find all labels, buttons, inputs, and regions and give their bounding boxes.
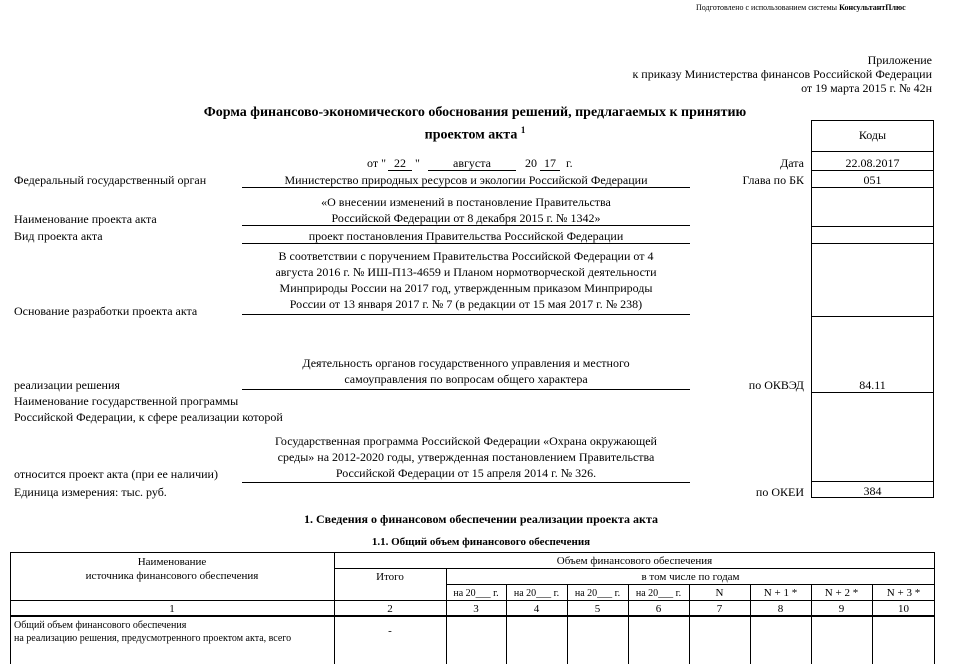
col-num-9: 9 xyxy=(838,603,845,615)
appendix-line-1: Приложение xyxy=(867,53,932,67)
okei-label: по ОКЕИ xyxy=(755,485,804,499)
year-col-4: на 20___ г. xyxy=(635,588,682,599)
act-type-label: Вид проекта акта xyxy=(14,229,103,243)
col-volume: Объем финансового обеспечения xyxy=(556,555,713,567)
date-label: Дата xyxy=(780,156,804,170)
date-month: августа xyxy=(428,156,516,171)
date-century: 20 xyxy=(525,156,537,170)
activity-line-1: Деятельность органов государственного управления и местного xyxy=(302,356,630,370)
year-col-n2: N + 2 * xyxy=(824,587,859,599)
prepared-brand: КонсультантПлюс xyxy=(839,3,906,12)
bk-label: Глава по БК xyxy=(742,173,804,187)
col-source-line-2: источника финансового обеспечения xyxy=(85,570,259,582)
date-day: 22 xyxy=(388,156,412,171)
okei-code: 384 xyxy=(863,484,882,498)
year-col-n1: N + 1 * xyxy=(763,587,798,599)
basis-line-3: Минприроды России на 2017 год, утвержденным приказом Минприроды xyxy=(279,281,653,295)
form-title-line-2 xyxy=(170,125,780,144)
appendix-line-3: от 19 марта 2015 г. № 42н xyxy=(801,81,932,95)
date-mid: " xyxy=(415,156,420,170)
year-col-3: на 20___ г. xyxy=(574,588,621,599)
federal-organ-label: Федеральный государственный орган xyxy=(14,173,207,187)
program-line-3: Российской Федерации от 15 апреля 2014 г. № 326. xyxy=(242,466,690,483)
col-num-1: 1 xyxy=(169,603,175,615)
bk-code: 051 xyxy=(863,173,882,187)
basis-label: Основание разработки проекта акта xyxy=(14,304,198,318)
codes-header: Коды xyxy=(858,128,887,142)
form-title-line-1: Форма финансово-экономического обоснования решений, предлагаемых к принятию xyxy=(203,105,747,120)
activity-label: реализации решения xyxy=(14,378,120,392)
col-source-line-1: Наименование xyxy=(137,556,207,568)
act-type-value: проект постановления Правительства Российской Федерации xyxy=(242,229,690,244)
col-num-4: 4 xyxy=(533,603,540,615)
year-col-1: на 20___ г. xyxy=(453,588,499,599)
col-num-2: 2 xyxy=(387,603,393,615)
basis-line-1: В соответствии с поручением Правительства Российской Федерации от 4 xyxy=(278,249,654,263)
okved-label: по ОКВЭД xyxy=(748,378,804,392)
year-col-2: на 20___ г. xyxy=(513,588,560,599)
col-num-3: 3 xyxy=(473,603,479,615)
section-1-subtitle: 1.1. Общий объем финансового обеспечения xyxy=(371,536,591,548)
date-code: 22.08.2017 xyxy=(845,156,900,170)
footnote-marker: 1 xyxy=(520,125,526,135)
act-name-line-2: Российской Федерации от 8 декабря 2015 г. № 1342» xyxy=(242,211,690,226)
act-name-label: Наименование проекта акта xyxy=(14,212,157,226)
appendix-line-2: к приказу Министерства финансов Российской Федерации xyxy=(632,67,932,81)
form-title-text: проектом акта xyxy=(424,127,518,143)
program-line-1: Государственная программа Российской Федерации «Охрана окружающей xyxy=(275,434,657,448)
okved-code: 84.11 xyxy=(859,378,886,392)
year-col-n: N xyxy=(715,587,724,599)
program-line-2: среды» на 2012-2020 годы, утвержденная постановлением Правительства xyxy=(277,450,655,464)
date-prefix: от " xyxy=(367,156,386,170)
program-label-line-2: Российской Федерации, к сфере реализации которой xyxy=(14,410,283,424)
col-total: Итого xyxy=(376,571,404,583)
prepared-note xyxy=(696,3,906,12)
col-num-6: 6 xyxy=(655,603,662,615)
col-num-10: 10 xyxy=(898,603,909,615)
activity-line-2: самоуправления по вопросам общего характера xyxy=(242,372,690,390)
program-label-line-3: относится проект акта (при ее наличии) xyxy=(14,467,218,481)
row-1-total: - xyxy=(388,625,392,637)
unit-label: Единица измерения: тыс. руб. xyxy=(14,485,167,499)
row-1-label-line-2: на реализацию решения, предусмотренного проектом акта, всего xyxy=(14,633,292,644)
row-1-label-line-1: Общий объем финансового обеспечения xyxy=(14,620,187,631)
basis-line-4: России от 13 января 2017 г. № 7 (в редакции от 15 мая 2017 г. № 238) xyxy=(242,297,690,315)
section-1-title: 1. Сведения о финансовом обеспечении реализации проекта акта xyxy=(303,512,658,526)
prepared-note-text: Подготовлено с использованием системы xyxy=(696,3,838,12)
col-num-7: 7 xyxy=(716,603,723,615)
col-by-years: в том числе по годам xyxy=(641,571,740,583)
col-num-8: 8 xyxy=(777,603,784,615)
date-suffix: г. xyxy=(566,156,573,170)
act-name-line-1: «О внесении изменений в постановление Правительства xyxy=(321,195,611,209)
col-num-5: 5 xyxy=(594,603,601,615)
basis-line-2: августа 2016 г. № ИШ-П13-4659 и Планом нормотворческой деятельности xyxy=(275,265,657,279)
date-year: 17 xyxy=(540,156,560,171)
program-label-line-1: Наименование государственной программы xyxy=(14,394,239,408)
year-col-n3: N + 3 * xyxy=(886,587,921,599)
federal-organ-value: Министерство природных ресурсов и экологии Российской Федерации xyxy=(242,173,690,188)
